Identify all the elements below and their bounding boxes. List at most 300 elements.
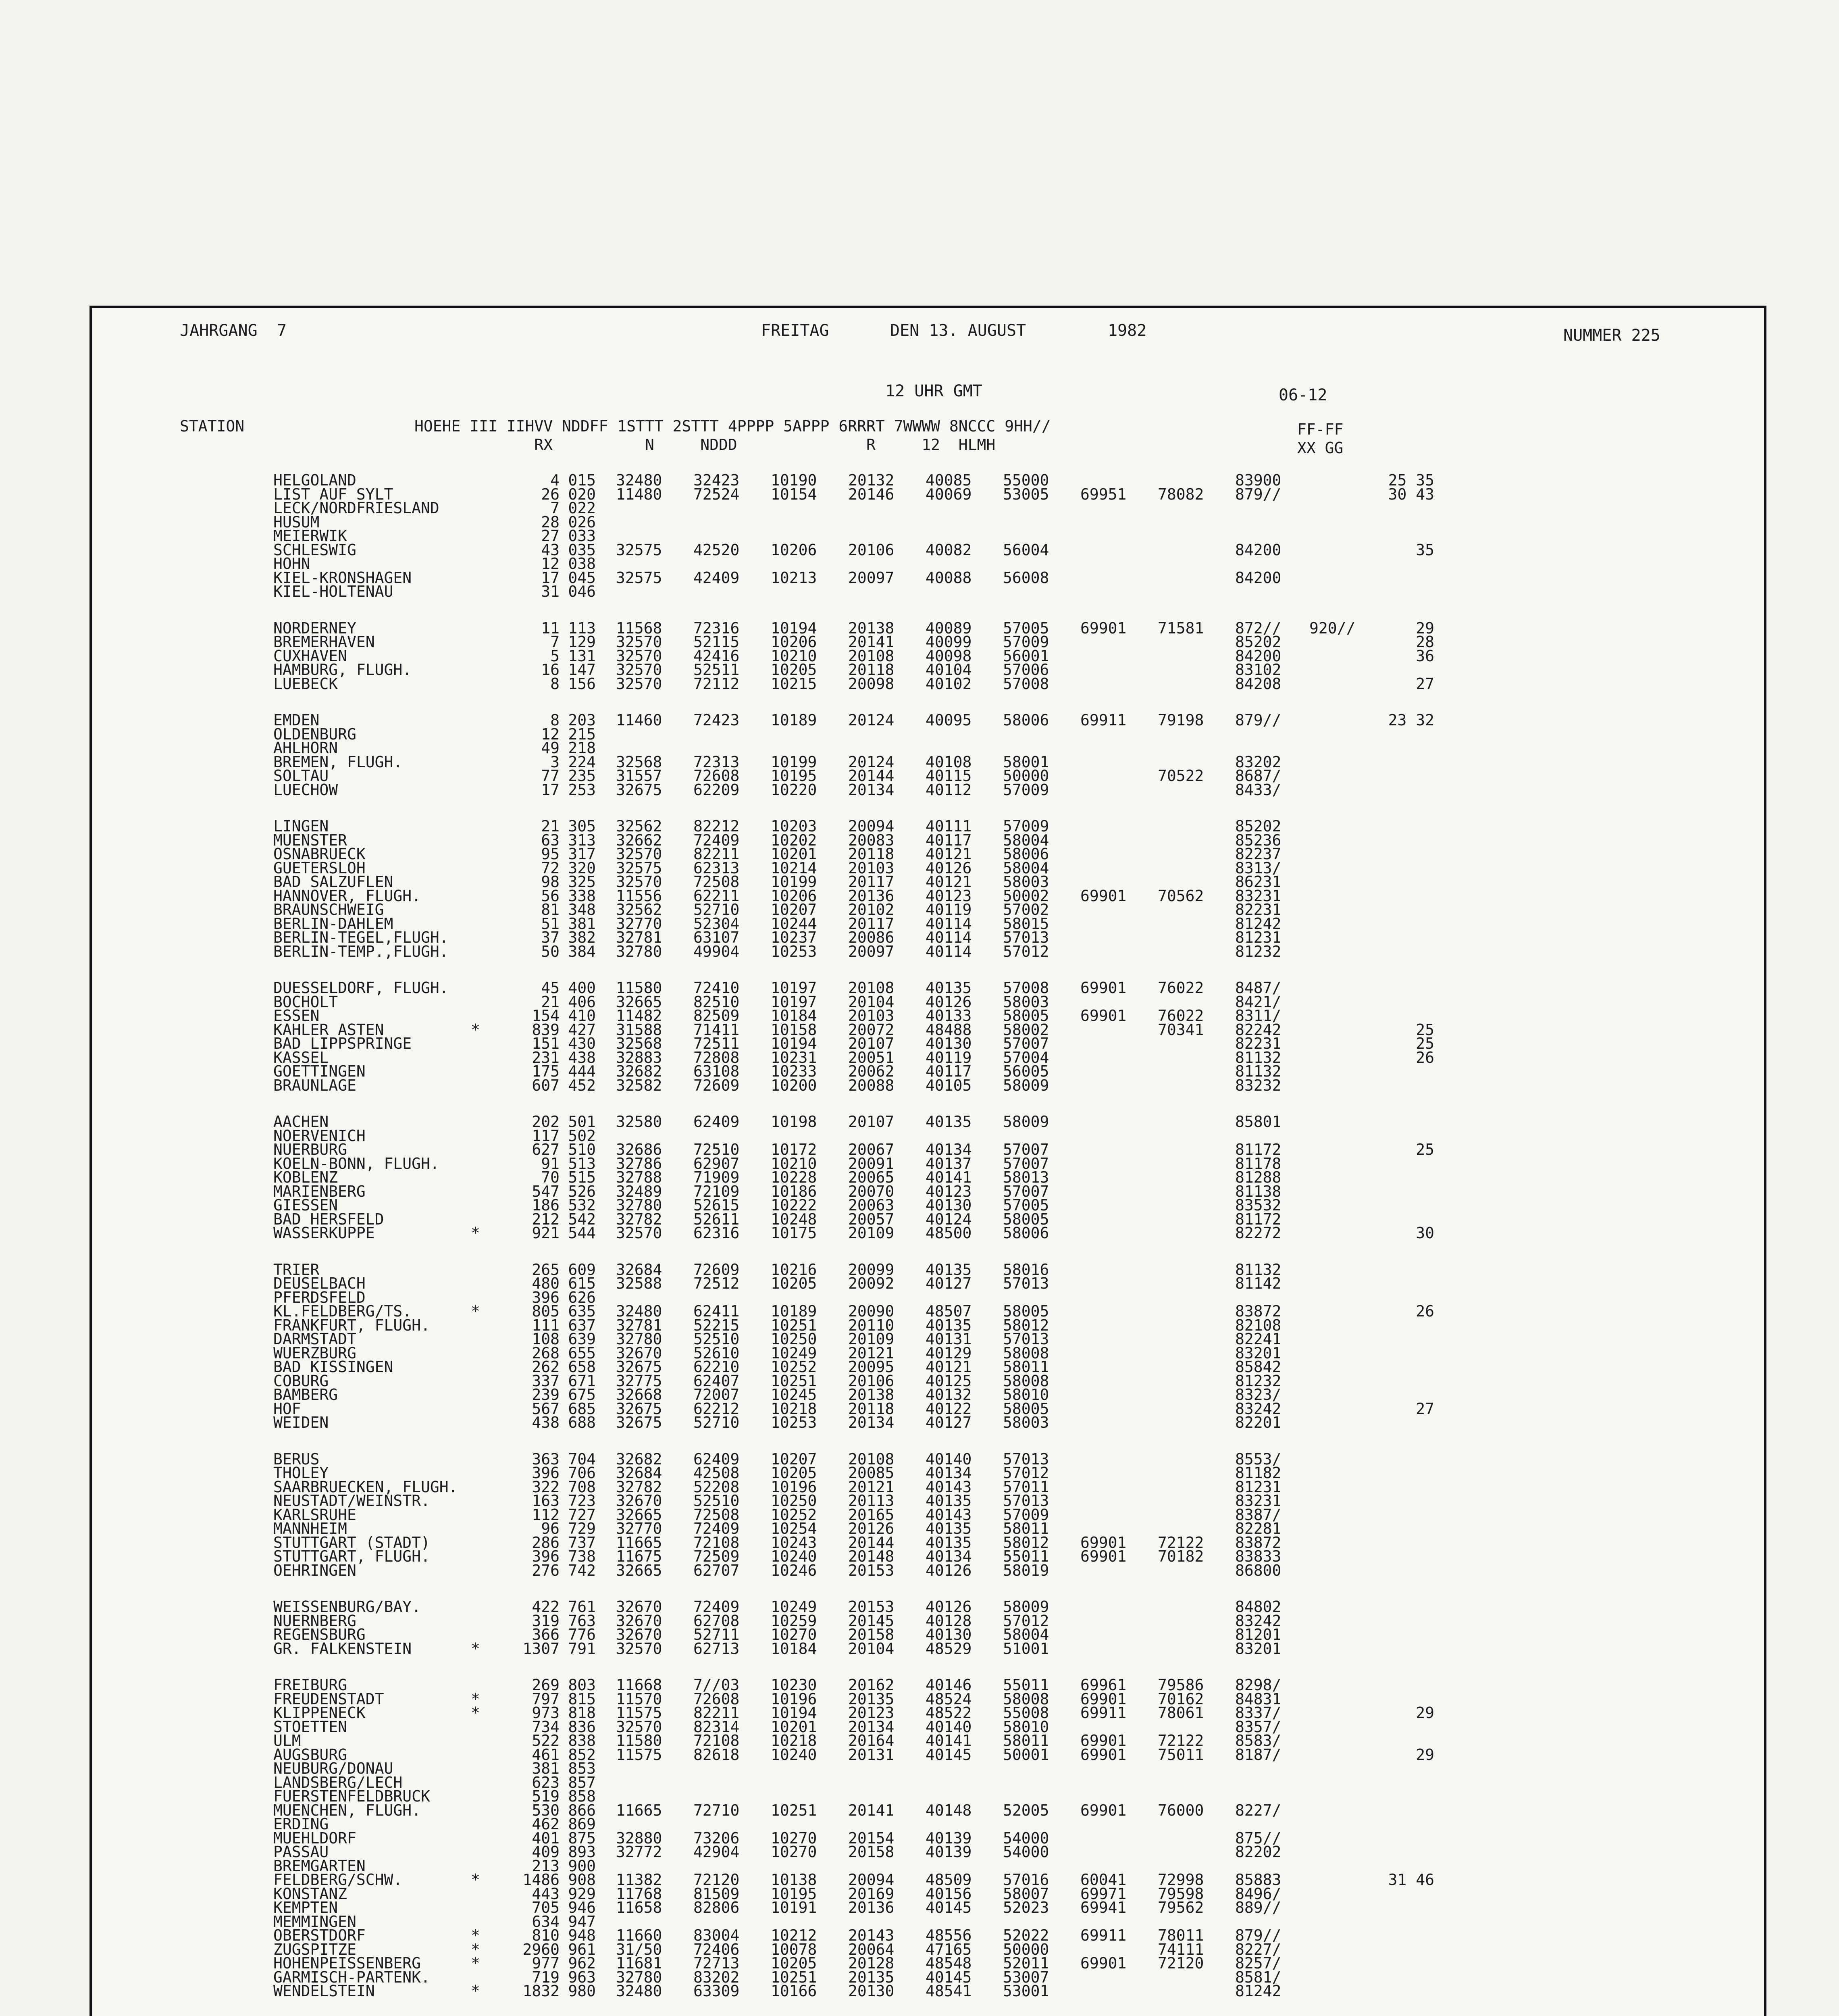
4pppp: 40111 xyxy=(926,817,972,835)
8nccc: 8313/ xyxy=(1235,859,1281,877)
5appp: 57016 xyxy=(1003,1871,1049,1889)
4pppp: 40148 xyxy=(926,1801,972,1819)
station-id: 727 xyxy=(568,1506,596,1524)
station-name: GARMISCH-PARTENK. xyxy=(273,1968,430,1986)
station-name: STUTTGART, FLUGH. xyxy=(273,1547,430,1565)
8nccc: 83201 xyxy=(1235,1344,1281,1362)
station-name: MUEHLDORF xyxy=(273,1829,356,1847)
8nccc: 85202 xyxy=(1235,633,1281,651)
height: 231 xyxy=(532,1048,560,1066)
4pppp: 47165 xyxy=(926,1940,972,1958)
5appp: 57009 xyxy=(1003,817,1049,835)
nddff: 72509 xyxy=(693,1547,740,1565)
station-id: 763 xyxy=(568,1612,596,1630)
2sttt: 20144 xyxy=(848,767,895,785)
iihvv: 11382 xyxy=(616,1871,662,1889)
height: 51 xyxy=(541,914,560,933)
1sttt: 10251 xyxy=(771,1316,817,1334)
4pppp: 40122 xyxy=(926,1400,972,1418)
1sttt: 10240 xyxy=(771,1547,817,1565)
4pppp: 40128 xyxy=(926,1612,972,1630)
4pppp: 40156 xyxy=(926,1885,972,1903)
group-spacer xyxy=(92,797,1764,819)
5appp: 58002 xyxy=(1003,1020,1049,1039)
5appp: 57005 xyxy=(1003,1196,1049,1214)
2sttt: 20141 xyxy=(848,1801,895,1819)
2sttt: 20057 xyxy=(848,1210,895,1228)
8nccc: 83872 xyxy=(1235,1302,1281,1320)
iihvv: 32665 xyxy=(616,993,662,1011)
4pppp: 40126 xyxy=(926,859,972,877)
5appp: 58004 xyxy=(1003,859,1049,877)
station-name: REGENSBURG xyxy=(273,1626,366,1643)
station-name: STOETTEN xyxy=(273,1718,347,1736)
station-id: 218 xyxy=(568,739,596,757)
4pppp: 40121 xyxy=(926,1358,972,1376)
6rrrt: 69951 xyxy=(1080,485,1127,503)
station-id: 026 xyxy=(568,513,596,531)
station-name: BAMBERG xyxy=(273,1386,338,1404)
iihvv: 32670 xyxy=(616,1344,662,1362)
6rrrt: 69961 xyxy=(1080,1676,1127,1694)
nddff: 72508 xyxy=(693,873,740,891)
mountain-marker: * xyxy=(471,1020,480,1039)
station-name: AHLHORN xyxy=(273,739,338,757)
4pppp: 40135 xyxy=(926,1260,972,1279)
station-name: BOCHOLT xyxy=(273,993,338,1011)
station-name: SAARBRUECKEN, FLUGH. xyxy=(273,1478,458,1496)
2sttt: 20097 xyxy=(848,942,895,960)
station-name: BERLIN-DAHLEM xyxy=(273,914,393,933)
nddff: 63107 xyxy=(693,929,740,946)
5appp: 52011 xyxy=(1003,1954,1049,1972)
1sttt: 10252 xyxy=(771,1358,817,1376)
2sttt: 20062 xyxy=(848,1062,895,1080)
4pppp: 40140 xyxy=(926,1718,972,1736)
4pppp: 40143 xyxy=(926,1478,972,1496)
1sttt: 10194 xyxy=(771,1035,817,1052)
station-table xyxy=(92,473,1764,1998)
5appp: 58016 xyxy=(1003,1260,1049,1279)
iihvv: 32665 xyxy=(616,1506,662,1524)
station-id: 046 xyxy=(568,583,596,600)
station-id: 948 xyxy=(568,1926,596,1944)
8nccc: 81172 xyxy=(1235,1210,1281,1228)
6rrrt: 69911 xyxy=(1080,711,1127,729)
5appp: 58007 xyxy=(1003,1885,1049,1903)
table-row xyxy=(92,1561,1764,1579)
6rrrt: 69941 xyxy=(1080,1899,1127,1916)
weekday-label: FREITAG xyxy=(761,321,829,340)
nddff: 82618 xyxy=(693,1745,740,1764)
2sttt: 20070 xyxy=(848,1182,895,1200)
4pppp: 40095 xyxy=(926,711,972,729)
4pppp: 40069 xyxy=(926,485,972,503)
1sttt: 10190 xyxy=(771,471,817,489)
iihvv: 32480 xyxy=(616,1302,662,1320)
1sttt: 10213 xyxy=(771,569,817,587)
8nccc: 8487/ xyxy=(1235,979,1281,997)
2sttt: 20145 xyxy=(848,1612,895,1630)
4pppp: 40127 xyxy=(926,1275,972,1292)
station-id: 320 xyxy=(568,859,596,877)
4pppp: 40127 xyxy=(926,1414,972,1431)
station-name: MUENCHEN, FLUGH. xyxy=(273,1801,421,1819)
1sttt: 10189 xyxy=(771,711,817,729)
station-id: 655 xyxy=(568,1344,596,1362)
2sttt: 20083 xyxy=(848,831,895,849)
1sttt: 10214 xyxy=(771,859,817,877)
nddff: 63108 xyxy=(693,1062,740,1080)
ff-gust: 25 xyxy=(1416,1035,1434,1052)
5appp: 52005 xyxy=(1003,1801,1049,1819)
nddff: 42508 xyxy=(693,1464,740,1482)
station-name: HOHENPEISSENBERG xyxy=(273,1954,421,1972)
iihvv: 32670 xyxy=(616,1626,662,1643)
4pppp: 40108 xyxy=(926,753,972,771)
station-id: 215 xyxy=(568,725,596,743)
8nccc: 85842 xyxy=(1235,1358,1281,1376)
station-name: NOERVENICH xyxy=(273,1127,366,1145)
4pppp: 40137 xyxy=(926,1154,972,1173)
height: 396 xyxy=(532,1288,560,1306)
height: 396 xyxy=(532,1547,560,1565)
station-name: KL.FELDBERG/TS. xyxy=(273,1302,412,1320)
5appp: 57012 xyxy=(1003,1464,1049,1482)
nddff: 42409 xyxy=(693,569,740,587)
mountain-marker: * xyxy=(471,1926,480,1944)
nddff: 72512 xyxy=(693,1275,740,1292)
6rrrt: 69901 xyxy=(1080,1533,1127,1552)
station-id: 444 xyxy=(568,1062,596,1080)
2sttt: 20117 xyxy=(848,873,895,891)
4pppp: 40088 xyxy=(926,569,972,587)
height: 163 xyxy=(532,1492,560,1510)
5appp: 58009 xyxy=(1003,1598,1049,1616)
4pppp: 40112 xyxy=(926,781,972,799)
height: 98 xyxy=(541,873,560,891)
table-row xyxy=(92,585,1764,599)
height: 973 xyxy=(532,1704,560,1722)
5appp: 54000 xyxy=(1003,1829,1049,1847)
iihvv: 32770 xyxy=(616,1520,662,1537)
ff-gust: 30 xyxy=(1416,1224,1434,1242)
5appp: 58004 xyxy=(1003,1626,1049,1643)
4pppp: 40135 xyxy=(926,1492,972,1510)
2sttt: 20141 xyxy=(848,633,895,651)
station-id: 947 xyxy=(568,1912,596,1931)
4pppp: 40117 xyxy=(926,1062,972,1080)
4pppp: 40141 xyxy=(926,1732,972,1749)
table-row xyxy=(92,1076,1764,1094)
5appp: 58006 xyxy=(1003,1224,1049,1242)
station-name: BRAUNLAGE xyxy=(273,1076,356,1094)
2sttt: 20165 xyxy=(848,1506,895,1524)
1sttt: 10194 xyxy=(771,619,817,637)
4pppp: 40123 xyxy=(926,1182,972,1200)
iihvv: 32580 xyxy=(616,1113,662,1131)
iihvv: 32575 xyxy=(616,859,662,877)
5appp: 58012 xyxy=(1003,1533,1049,1552)
nddff: 72316 xyxy=(693,619,740,637)
height: 63 xyxy=(541,831,560,849)
4pppp: 40121 xyxy=(926,873,972,891)
iihvv: 32786 xyxy=(616,1154,662,1173)
station-id: 510 xyxy=(568,1141,596,1158)
8nccc: 8357/ xyxy=(1235,1718,1281,1736)
height: 265 xyxy=(532,1260,560,1279)
4pppp: 48556 xyxy=(926,1926,972,1944)
7wwww: 79562 xyxy=(1158,1899,1204,1916)
iihvv: 32775 xyxy=(616,1372,662,1390)
2sttt: 20063 xyxy=(848,1196,895,1214)
1sttt: 10200 xyxy=(771,1076,817,1094)
station-name: BAD LIPPSPRINGE xyxy=(273,1035,412,1052)
station-id: 129 xyxy=(568,633,596,651)
ff-gust: 29 xyxy=(1416,619,1434,637)
5appp: 58019 xyxy=(1003,1561,1049,1579)
station-id: 962 xyxy=(568,1954,596,1972)
ff-gust: 29 xyxy=(1416,1704,1434,1722)
8nccc: 81182 xyxy=(1235,1464,1281,1482)
2sttt: 20113 xyxy=(848,1492,895,1510)
table-row xyxy=(92,727,1764,741)
8nccc: 81288 xyxy=(1235,1168,1281,1186)
5appp: 55011 xyxy=(1003,1676,1049,1694)
1sttt: 10078 xyxy=(771,1940,817,1958)
station-id: 776 xyxy=(568,1626,596,1643)
8nccc: 8323/ xyxy=(1235,1386,1281,1404)
height: 91 xyxy=(541,1154,560,1173)
station-id: 305 xyxy=(568,817,596,835)
height: 366 xyxy=(532,1626,560,1643)
8nccc: 81242 xyxy=(1235,914,1281,933)
height: 805 xyxy=(532,1302,560,1320)
station-id: 410 xyxy=(568,1007,596,1025)
8nccc: 83242 xyxy=(1235,1612,1281,1630)
iihvv: 32788 xyxy=(616,1168,662,1186)
8nccc: 82272 xyxy=(1235,1224,1281,1242)
nddff: 82314 xyxy=(693,1718,740,1736)
station-id: 384 xyxy=(568,942,596,960)
iihvv: 11668 xyxy=(616,1676,662,1694)
2sttt: 20134 xyxy=(848,1718,895,1736)
nddff: 62211 xyxy=(693,887,740,905)
2sttt: 20131 xyxy=(848,1745,895,1764)
1sttt: 10249 xyxy=(771,1598,817,1616)
station-id: 513 xyxy=(568,1154,596,1173)
nddff: 72409 xyxy=(693,1598,740,1616)
station-id: 708 xyxy=(568,1478,596,1496)
height: 5 xyxy=(550,647,560,665)
8nccc: 8387/ xyxy=(1235,1506,1281,1524)
8nccc: 8227/ xyxy=(1235,1940,1281,1958)
nddff: 52208 xyxy=(693,1478,740,1496)
7wwww: 70182 xyxy=(1158,1547,1204,1565)
station-id: 900 xyxy=(568,1857,596,1875)
nddff: 52710 xyxy=(693,1414,740,1431)
2sttt: 20128 xyxy=(848,1954,895,1972)
height: 70 xyxy=(541,1168,560,1186)
2sttt: 20098 xyxy=(848,675,895,693)
nddff: 72608 xyxy=(693,1690,740,1708)
iihvv: 11681 xyxy=(616,1954,662,1972)
table-row xyxy=(92,783,1764,797)
4pppp: 40104 xyxy=(926,661,972,679)
4pppp: 40130 xyxy=(926,1196,972,1214)
issue-number: NUMMER 225 xyxy=(1563,326,1660,345)
station-id: 113 xyxy=(568,619,596,637)
4pppp: 40089 xyxy=(926,619,972,637)
1sttt: 10198 xyxy=(771,1113,817,1131)
height: 810 xyxy=(532,1926,560,1944)
1sttt: 10215 xyxy=(771,675,817,693)
7wwww: 72122 xyxy=(1158,1533,1204,1552)
height: 3 xyxy=(550,753,560,771)
8nccc: 82231 xyxy=(1235,1035,1281,1052)
station-name: KARLSRUHE xyxy=(273,1506,356,1524)
iihvv: 32780 xyxy=(616,1196,662,1214)
1sttt: 10254 xyxy=(771,1520,817,1537)
station-name: THOLEY xyxy=(273,1464,329,1482)
station-name: AACHEN xyxy=(273,1113,329,1131)
1sttt: 10197 xyxy=(771,979,817,997)
4pppp: 40135 xyxy=(926,1520,972,1537)
mountain-marker: * xyxy=(471,1982,480,2000)
station-name: KIEL-HOLTENAU xyxy=(273,583,393,600)
5appp: 55000 xyxy=(1003,471,1049,489)
8nccc: 8337/ xyxy=(1235,1704,1281,1722)
8nccc: 82231 xyxy=(1235,901,1281,918)
5appp: 57007 xyxy=(1003,1182,1049,1200)
nddff: 62212 xyxy=(693,1400,740,1418)
1sttt: 10172 xyxy=(771,1141,817,1158)
8nccc: 81132 xyxy=(1235,1062,1281,1080)
6rrrt: 69901 xyxy=(1080,1801,1127,1819)
4pppp: 40145 xyxy=(926,1899,972,1916)
table-row xyxy=(92,1226,1764,1240)
height: 438 xyxy=(532,1414,560,1431)
1sttt: 10205 xyxy=(771,661,817,679)
5appp: 58005 xyxy=(1003,1400,1049,1418)
1sttt: 10202 xyxy=(771,831,817,849)
station-name: KOELN-BONN, FLUGH. xyxy=(273,1154,439,1173)
6rrrt: 69901 xyxy=(1080,1732,1127,1749)
ff-column-header: FF-FF xyxy=(1297,421,1344,438)
7wwww: 78061 xyxy=(1158,1704,1204,1722)
7wwww: 76022 xyxy=(1158,979,1204,997)
5appp: 58011 xyxy=(1003,1358,1049,1376)
8nccc: 879// xyxy=(1235,485,1281,503)
5appp: 58011 xyxy=(1003,1520,1049,1537)
ff-gust: 36 xyxy=(1416,647,1434,665)
8nccc: 81201 xyxy=(1235,1626,1281,1643)
5appp: 57012 xyxy=(1003,942,1049,960)
5appp: 58006 xyxy=(1003,711,1049,729)
1sttt: 10210 xyxy=(771,1154,817,1173)
height: 45 xyxy=(541,979,560,997)
station-name: MEIERWIK xyxy=(273,527,347,545)
4pppp: 40139 xyxy=(926,1829,972,1847)
station-name: OEHRINGEN xyxy=(273,1561,356,1579)
group-spacer xyxy=(92,691,1764,713)
4pppp: 40125 xyxy=(926,1372,972,1390)
report-sheet xyxy=(89,306,1766,2016)
mountain-marker: * xyxy=(471,1302,480,1320)
5appp: 57009 xyxy=(1003,781,1049,799)
5appp: 56004 xyxy=(1003,541,1049,559)
station-id: 532 xyxy=(568,1196,596,1214)
6rrrt: 69901 xyxy=(1080,887,1127,905)
height: 401 xyxy=(532,1829,560,1847)
height: 239 xyxy=(532,1386,560,1404)
6rrrt: 69971 xyxy=(1080,1885,1127,1903)
2sttt: 20153 xyxy=(848,1561,895,1579)
height: 409 xyxy=(532,1843,560,1861)
station-id: 706 xyxy=(568,1464,596,1482)
height: 27 xyxy=(541,527,560,545)
5appp: 57007 xyxy=(1003,1154,1049,1173)
5appp: 57004 xyxy=(1003,1048,1049,1066)
8nccc: 875// xyxy=(1235,1829,1281,1847)
iihvv: 11575 xyxy=(616,1745,662,1764)
station-name: GUETERSLOH xyxy=(273,859,366,877)
group-spacer xyxy=(92,1240,1764,1263)
iihvv: 32772 xyxy=(616,1843,662,1861)
5appp: 58003 xyxy=(1003,873,1049,891)
station-id: 338 xyxy=(568,887,596,905)
station-id: 015 xyxy=(568,471,596,489)
station-id: 156 xyxy=(568,675,596,693)
height: 154 xyxy=(532,1007,560,1025)
height: 108 xyxy=(532,1330,560,1348)
nddff: 63309 xyxy=(693,1982,740,2000)
iihvv: 32670 xyxy=(616,1492,662,1510)
table-row xyxy=(92,501,1764,515)
8nccc: 81132 xyxy=(1235,1260,1281,1279)
2sttt: 20097 xyxy=(848,569,895,587)
ff-period: 06-12 xyxy=(1279,386,1327,404)
4pppp: 40134 xyxy=(926,1547,972,1565)
height: 96 xyxy=(541,1520,560,1537)
2sttt: 20099 xyxy=(848,1260,895,1279)
group-spacer xyxy=(92,958,1764,981)
iihvv: 32883 xyxy=(616,1048,662,1066)
station-id: 325 xyxy=(568,873,596,891)
8nccc: 85801 xyxy=(1235,1113,1281,1131)
1sttt: 10240 xyxy=(771,1745,817,1764)
nddff: 72109 xyxy=(693,1182,740,1200)
iihvv: 11480 xyxy=(616,485,662,503)
4pppp: 40126 xyxy=(926,1598,972,1616)
2sttt: 20164 xyxy=(848,1732,895,1749)
nddff: 72108 xyxy=(693,1533,740,1552)
2sttt: 20134 xyxy=(848,1414,895,1431)
station-name: FRANKFURT, FLUGH. xyxy=(273,1316,430,1334)
2sttt: 20108 xyxy=(848,647,895,665)
8nccc: 81178 xyxy=(1235,1154,1281,1173)
1sttt: 10205 xyxy=(771,1275,817,1292)
height: 363 xyxy=(532,1450,560,1468)
station-name: SOLTAU xyxy=(273,767,329,785)
station-id: 761 xyxy=(568,1598,596,1616)
2sttt: 20136 xyxy=(848,887,895,905)
5appp: 50000 xyxy=(1003,767,1049,785)
1sttt: 10220 xyxy=(771,781,817,799)
iihvv: 11675 xyxy=(616,1547,662,1565)
4pppp: 40141 xyxy=(926,1168,972,1186)
2sttt: 20162 xyxy=(848,1676,895,1694)
